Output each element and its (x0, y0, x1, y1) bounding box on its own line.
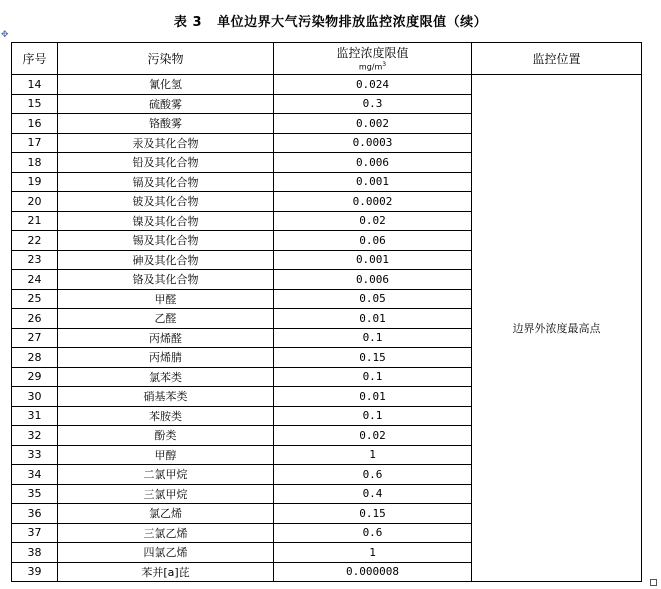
pollutant-name: 硫酸雾 (58, 94, 274, 114)
header-no: 序号 (12, 43, 58, 75)
pollutant-name: 三氯甲烷 (58, 484, 274, 504)
table-title: 表 3 单位边界大气污染物排放监控浓度限值（续） (173, 15, 488, 30)
pollutant-name: 铬及其化合物 (58, 270, 274, 290)
row-number: 21 (12, 211, 58, 231)
row-number: 16 (12, 114, 58, 134)
limit-value: 0.001 (274, 250, 472, 270)
limit-value: 0.3 (274, 94, 472, 114)
pollutant-name: 酚类 (58, 426, 274, 446)
header-limit-unit-exponent: 3 (382, 60, 387, 68)
limit-value: 0.1 (274, 406, 472, 426)
row-number: 20 (12, 192, 58, 212)
pollutant-name: 硝基苯类 (58, 387, 274, 407)
pollutant-name: 铬酸雾 (58, 114, 274, 134)
limit-value: 0.0002 (274, 192, 472, 212)
pollutant-name: 四氯乙烯 (58, 543, 274, 563)
limit-value: 0.002 (274, 114, 472, 134)
row-number: 31 (12, 406, 58, 426)
row-number: 35 (12, 484, 58, 504)
row-number: 27 (12, 328, 58, 348)
header-limit-label: 监控浓度限值 (336, 45, 409, 60)
row-number: 18 (12, 153, 58, 173)
pollutant-name: 铍及其化合物 (58, 192, 274, 212)
header-position: 监控位置 (472, 43, 642, 75)
limit-value: 0.02 (274, 211, 472, 231)
pollutant-name: 氰化氢 (58, 75, 274, 95)
row-number: 24 (12, 270, 58, 290)
pollutant-name: 二氯甲烷 (58, 465, 274, 485)
row-number: 39 (12, 562, 58, 582)
limit-value: 1 (274, 445, 472, 465)
row-number: 34 (12, 465, 58, 485)
table-body (12, 75, 642, 582)
pollutant-name: 苯胺类 (58, 406, 274, 426)
limit-value: 0.1 (274, 328, 472, 348)
limit-value: 0.06 (274, 231, 472, 251)
limit-value: 0.02 (274, 426, 472, 446)
limit-value: 0.000008 (274, 562, 472, 582)
row-number: 38 (12, 543, 58, 563)
row-number: 15 (12, 94, 58, 114)
row-number: 17 (12, 133, 58, 153)
table-move-handle-icon[interactable]: ✥ (1, 30, 9, 40)
limit-value: 0.15 (274, 504, 472, 524)
row-number: 26 (12, 309, 58, 329)
pollutant-name: 氯苯类 (58, 367, 274, 387)
row-number: 32 (12, 426, 58, 446)
pollutant-name: 甲醇 (58, 445, 274, 465)
limit-value: 0.024 (274, 75, 472, 95)
pollutant-name: 丙烯醛 (58, 328, 274, 348)
limit-value: 0.01 (274, 309, 472, 329)
row-number: 25 (12, 289, 58, 309)
row-number: 14 (12, 75, 58, 95)
limit-value: 0.15 (274, 348, 472, 368)
table-row (12, 75, 642, 95)
pollutant-name: 锡及其化合物 (58, 231, 274, 251)
pollutant-name: 苯并[a]芘 (58, 562, 274, 582)
row-number: 23 (12, 250, 58, 270)
row-number: 28 (12, 348, 58, 368)
row-number: 37 (12, 523, 58, 543)
pollutant-name: 乙醛 (58, 309, 274, 329)
row-number: 19 (12, 172, 58, 192)
table-resize-handle[interactable] (650, 579, 657, 586)
limit-value: 0.001 (274, 172, 472, 192)
pollutant-name: 汞及其化合物 (58, 133, 274, 153)
pollutant-name: 铅及其化合物 (58, 153, 274, 173)
limit-value: 0.01 (274, 387, 472, 407)
limit-value: 0.006 (274, 270, 472, 290)
limit-value: 0.05 (274, 289, 472, 309)
pollutant-name: 砷及其化合物 (58, 250, 274, 270)
pollutant-name: 镉及其化合物 (58, 172, 274, 192)
row-number: 29 (12, 367, 58, 387)
row-number: 36 (12, 504, 58, 524)
limit-value: 0.0003 (274, 133, 472, 153)
limit-value: 0.006 (274, 153, 472, 173)
limit-value: 1 (274, 543, 472, 563)
limit-value: 0.4 (274, 484, 472, 504)
limit-value: 0.1 (274, 367, 472, 387)
pollutant-name: 甲醛 (58, 289, 274, 309)
limit-value: 0.6 (274, 465, 472, 485)
pollutant-name: 镍及其化合物 (58, 211, 274, 231)
pollutant-limits-table (11, 42, 642, 582)
pollutant-name: 氯乙烯 (58, 504, 274, 524)
monitoring-position: 边界外浓度最高点 (472, 75, 642, 582)
header-limit (274, 43, 472, 75)
row-number: 30 (12, 387, 58, 407)
limit-value: 0.6 (274, 523, 472, 543)
header-pollutant: 污染物 (58, 43, 274, 75)
header-row (12, 43, 642, 75)
pollutant-name: 三氯乙烯 (58, 523, 274, 543)
header-limit-unit-base: mg/m (358, 62, 383, 72)
row-number: 22 (12, 231, 58, 251)
header-limit-unit (274, 60, 471, 72)
pollutant-name: 丙烯腈 (58, 348, 274, 368)
row-number: 33 (12, 445, 58, 465)
